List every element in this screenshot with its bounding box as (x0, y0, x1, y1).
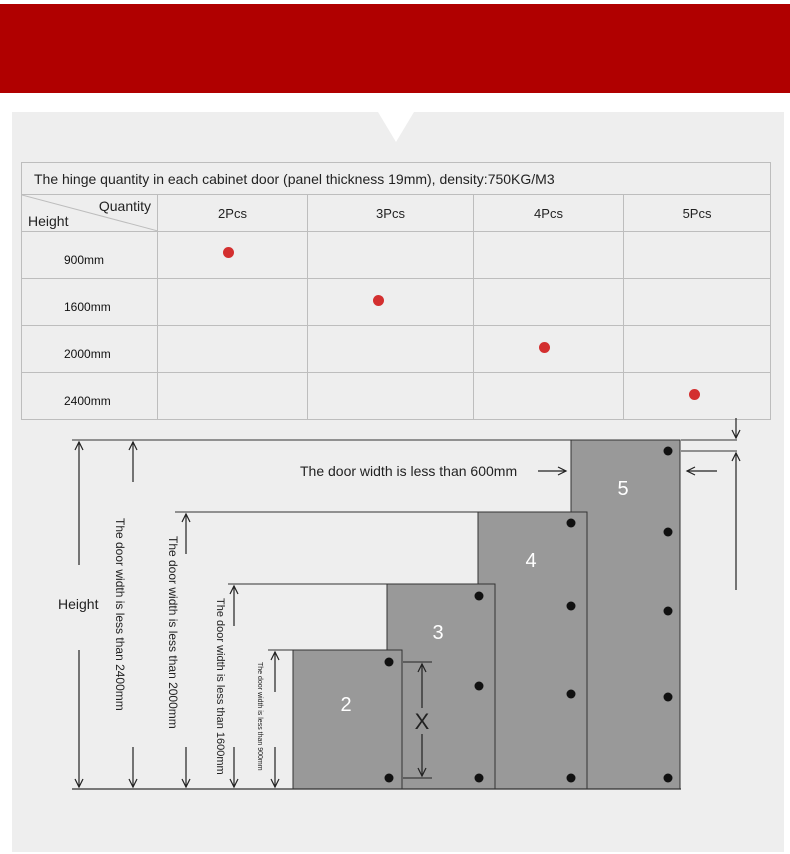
hinge-dot-icon (567, 690, 576, 699)
hinge-dot-icon (664, 693, 673, 702)
door-number-2: 2 (340, 694, 352, 716)
row-height-label: 900mm (22, 232, 158, 279)
door-number-3: 3 (432, 622, 444, 644)
hinge-dot-icon (385, 774, 394, 783)
hinge-dot-icon (664, 774, 673, 783)
row-height-label: 2000mm (22, 326, 158, 373)
hinge-dot-icon (567, 602, 576, 611)
column-header: 2Pcs (158, 195, 308, 232)
height-label: Height (58, 596, 99, 612)
door-limit-label: The door width is less than 1600mm (214, 598, 226, 775)
hinge-dot-icon (567, 774, 576, 783)
column-header: 3Pcs (308, 195, 474, 232)
hinge-dot-icon (664, 528, 673, 537)
door-number-5: 5 (617, 478, 629, 500)
hinge-dot-icon (567, 519, 576, 528)
hinge-dot-icon (664, 607, 673, 616)
height-header-label: Height (28, 213, 69, 229)
column-header: 5Pcs (624, 195, 771, 232)
column-header: 4Pcs (474, 195, 624, 232)
door-width-note: The door width is less than 600mm (300, 463, 518, 479)
x-label: X (414, 709, 430, 734)
door-number-4: 4 (525, 550, 537, 572)
quantity-header-label: Quantity (98, 198, 151, 214)
hinge-dot-icon (475, 774, 484, 783)
hinge-dot-icon (664, 447, 673, 456)
hinge-dot-icon (475, 592, 484, 601)
row-height-label: 1600mm (22, 279, 158, 326)
door-limit-label: The door width is less than 2000mm (166, 536, 180, 729)
row-height-label: 2400mm (22, 373, 158, 420)
hinge-dot-icon (385, 658, 394, 667)
door-panel-2 (293, 650, 402, 789)
door-limit-label: The door width is less than 900mm (256, 662, 263, 771)
door-limit-label: The door width is less than 2400mm (113, 518, 127, 711)
hinge-dot-icon (475, 682, 484, 691)
table-caption: The hinge quantity in each cabinet door (panel thickness 19mm), density:750KG/M3 (22, 163, 771, 195)
